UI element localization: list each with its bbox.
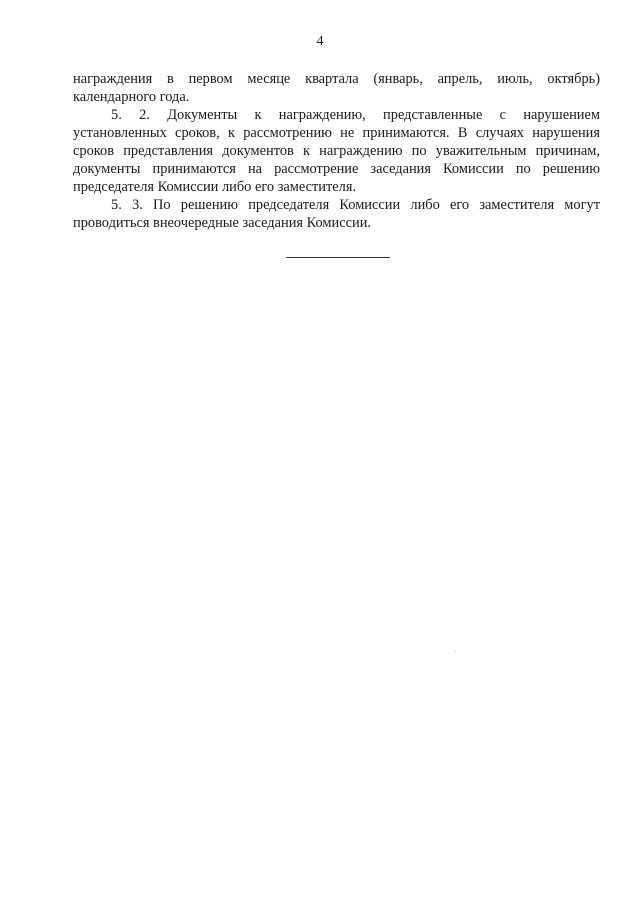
paragraph-1-line-2: календарного года. <box>73 89 190 105</box>
paragraph-clause-5-2-line-2: установленных сроков, к рассмотрению не принимаются. В случаях нарушения <box>73 125 600 141</box>
paragraph-clause-5-2-line-1: 5. 2. Документы к награждению, представленные с нарушением <box>111 107 600 123</box>
page-number: 4 <box>316 34 324 49</box>
paragraph-clause-5-2-line-5: председателя Комиссии либо его заместителя. <box>73 179 357 195</box>
paragraph-clause-5-3-line-2: проводиться внеочередные заседания Комиссии. <box>73 215 371 231</box>
text-body <box>73 70 600 232</box>
paragraph-clause-5-2-line-3: сроков представления документов к награждению по уважительным причинам, <box>73 143 600 159</box>
paragraph-clause-5-2-line-4: документы принимаются на рассмотрение заседания Комиссии по решению <box>73 161 600 177</box>
closing-divider <box>286 257 390 258</box>
scan-artifact-dot <box>455 651 456 652</box>
paragraph-clause-5-3-line-1: 5. 3. По решению председателя Комиссии либо его заместителя могут <box>111 197 600 213</box>
paragraph-1-line-1: награждения в первом месяце квартала (январь, апрель, июль, октябрь) <box>73 71 600 87</box>
